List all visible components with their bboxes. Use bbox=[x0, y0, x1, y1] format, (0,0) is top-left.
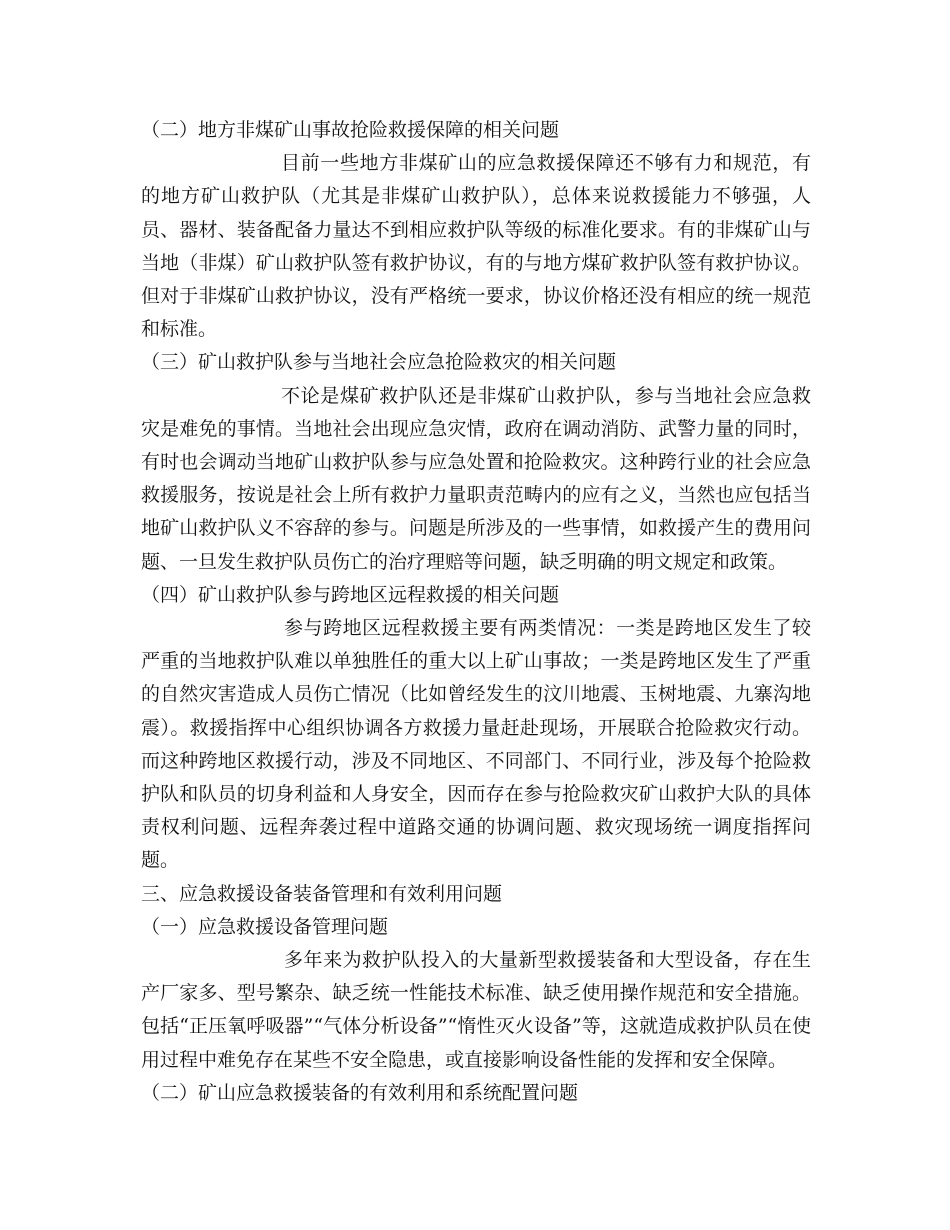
section-heading-equipment-utilization: （二）矿山应急救援装备的有效利用和系统配置问题 bbox=[141, 1081, 579, 1104]
chapter-heading-equipment-management: 三、应急救援设备装备管理和有效利用问题 bbox=[141, 882, 503, 905]
section-heading-local-emergency-participation: （三）矿山救护队参与当地社会应急抢险救灾的相关问题 bbox=[141, 351, 617, 374]
document-body bbox=[141, 114, 811, 1110]
paragraph-local-non-coal-rescue: 目前一些地方非煤矿山的应急救援保障还不够有力和规范，有的地方矿山救护队（尤其是非煤矿山救护队），总体来说救援能力不够强，人员、器材、装备配备力量达不到相应救护队等级的标准化要求。有的非煤矿山与当地（非煤）矿山救护队签有救护协议，有的与地方煤矿救护队签有救护协议。但对于非煤矿山救护协议，没有严格统一要求，协议价格还没有相应的统一规范和标准。 bbox=[141, 152, 811, 341]
paragraph-local-emergency-participation: 不论是煤矿救护队还是非煤矿山救护队，参与当地社会应急救灾是难免的事情。当地社会出现应急灾情，政府在调动消防、武警力量的同时，有时也会调动当地矿山救护队参与应急处置和抢险救灾。这种跨行业的社会应急救援服务，按说是社会上所有救护力量职责范畴内的应有之义，当然也应包括当地矿山救护队义不容辞的参与。问题是所涉及的一些事情，如救援产生的费用问题、一旦发生救护队员伤亡的治疗理赔等问题，缺乏明确的明文规定和政策。 bbox=[141, 384, 811, 573]
section-heading-cross-region-rescue: （四）矿山救护队参与跨地区远程救援的相关问题 bbox=[141, 583, 560, 606]
section-heading-equipment-management: （一）应急救援设备管理问题 bbox=[141, 915, 389, 938]
section-heading-local-non-coal-rescue: （二）地方非煤矿山事故抢险救援保障的相关问题 bbox=[141, 119, 560, 141]
paragraph-equipment-management: 多年来为救护队投入的大量新型救援装备和大型设备，存在生产厂家多、型号繁杂、缺乏统一性能技术标准、缺乏使用操作规范和安全措施。包括“正压氧呼吸器”“气体分析设备”“惰性灭火设备”等，这就造成救护队员在使用过程中难免存在某些不安全隐患，或直接影响设备性能的发挥和安全保障。 bbox=[141, 949, 811, 1071]
paragraph-cross-region-rescue: 参与跨地区远程救援主要有两类情况：一类是跨地区发生了较严重的当地救护队难以单独胜任的重大以上矿山事故；一类是跨地区发生了严重的自然灾害造成人员伤亡情况（比如曾经发生的汶川地震、玉树地震、九寨沟地震）。救援指挥中心组织协调各方救援力量赶赴现场，开展联合抢险救灾行动。而这种跨地区救援行动，涉及不同地区、不同部门、不同行业，涉及每个抢险救护队和队员的切身利益和人身安全，因而存在参与抢险救灾矿山救护大队的具体责权利问题、远程奔袭过程中道路交通的协调问题、救灾现场统一调度指挥问题。 bbox=[141, 617, 811, 872]
